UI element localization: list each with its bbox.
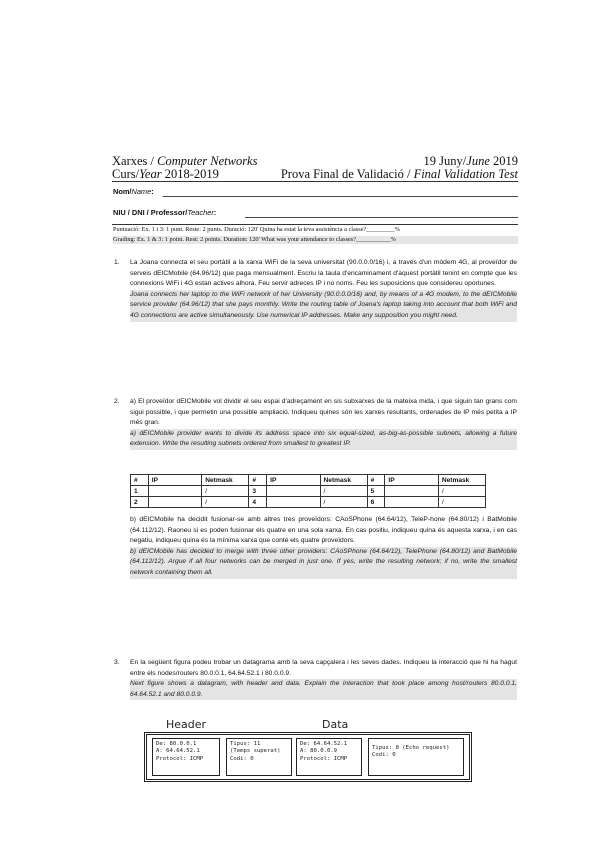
table-header: Netmask (202, 475, 249, 486)
question-2a-text-ca: a) El proveïdor dEICMobile vol dividir el seu espai d'adreçament en sis subxarxes de la mateixa mida, i que siguin tan grans com sigui possible, i que permetin una possible ampliació. Indiqueu quines són les xarxes resultants, ordenades de IP més petita a IP més gran. (130, 398, 517, 427)
data-label: Data (322, 718, 349, 731)
box-line: De: 80.0.0.1 (156, 741, 197, 747)
question-number: 3. (114, 659, 120, 666)
niu-label: NIU / DNI / Professor/Teacher: (113, 208, 217, 217)
title-rule (112, 181, 518, 182)
name-label: Nom/Name: (113, 187, 154, 196)
ip-input-cell[interactable] (267, 486, 320, 497)
box-line: Codi: 0 (372, 752, 396, 759)
table-cell: 4 (249, 497, 267, 508)
icmp-header-box (226, 738, 292, 776)
ip-input-cell[interactable] (267, 497, 320, 508)
question-3-text-ca: En la següent figura podeu trobar un datagrama amb la seva capçalera i les seves dades. Indiqueu la interacció que hi ha hagut entre els nodes/routers 80.0.0.1, 64.64.52.1 i 80.0.0.9. (130, 659, 517, 677)
ip-input-cell[interactable] (385, 486, 438, 497)
table-row (131, 497, 486, 508)
title-right (281, 155, 518, 181)
course-title: Xarxes / Computer Networks (112, 154, 258, 168)
question-2b-text-en: b) dEICMobile has decided to merge with three other providers: CAoSPhone (64.64/12), TelePhone (64.80/12) and BatMobile (64.112/12). Argue if all four networks can be merged in just one. If yes, write the resulting network; if no, write the smallest network containing them all. (130, 547, 517, 579)
subnet-table (130, 474, 486, 508)
table-header: IP (267, 475, 320, 486)
question-2 (114, 397, 517, 450)
netmask-input-cell[interactable]: / (438, 486, 485, 497)
question-number: 1. (114, 259, 120, 266)
box-line: (Temps superat) (230, 748, 281, 755)
ip-input-cell[interactable] (148, 486, 201, 497)
question-2a-text-en: a) dEICMobile provider wants to divide its address space into six equal-sized, as-big-as-possible subnets, allowing a future extension. Write the resulting subnets ordered from smallest to greatest IP. (130, 429, 517, 450)
scoring-ca: Puntuació: Ex. 1 i 3: 1 punt. Reste: 2 punts. Duració: 120' Quina ha estat la teva assistència a classe?_________% (113, 226, 400, 233)
table-cell: 1 (131, 486, 149, 497)
datagram-diagram (146, 718, 470, 782)
question-2b-text-ca: b) dEICMobile ha decidit fusionar-se amb altres tres proveïdors: CAoSPhone (64.64/12), TeleP-hone (64.80/12) i BatMobile (64.112/12). Raoneu si es poden fusionar els quatre en una sola xarxa. En cas positiu, indiqueu quina és aquesta xarxa, i en cas negatiu, indiqueu quina és la mínima xarxa que conté els quatre proveïdors. (130, 516, 517, 545)
question-2b (130, 515, 517, 579)
exam-date: 19 Juny/June 2019 (423, 154, 518, 168)
niu-field[interactable] (245, 217, 518, 218)
box-line: Tipus: 8 (Echo request) (372, 745, 450, 751)
question-number: 2. (114, 398, 120, 405)
box-line: A: 64.64.52.1 (156, 748, 200, 755)
ip-header-box (152, 738, 220, 776)
table-header: # (249, 475, 267, 486)
table-header-row (131, 475, 486, 486)
question-1-text-en: Joana connects her laptop to the WiFi network of her University (90.0.0.0/16) and, by means of a 4G modem, to the dEICMobile service provider (64.96/12) that she pays monthly. Write the routing table of Joana's laptop taking into account that both WiFi and 4G connections are active simultaneously. Use numerical IP addresses. Make any supposition you might need. (130, 290, 517, 322)
netmask-input-cell[interactable]: / (202, 486, 249, 497)
netmask-input-cell[interactable]: / (320, 497, 367, 508)
box-line: Tipus: 11 (230, 741, 261, 747)
table-cell: 6 (367, 497, 385, 508)
exam-title: Prova Final de Validació / Final Validation Test (280, 167, 518, 181)
ip-input-cell[interactable] (385, 497, 438, 508)
table-header: # (131, 475, 149, 486)
table-cell: 3 (249, 486, 267, 497)
question-3 (114, 658, 517, 700)
netmask-input-cell[interactable]: / (320, 486, 367, 497)
table-header: Netmask (320, 475, 367, 486)
table-header: IP (148, 475, 201, 486)
inner-icmp-box (368, 738, 464, 776)
inner-ip-header-box (296, 738, 362, 776)
question-1-text-ca: La Joana connecta el seu portàtil a la xarxa WiFi de la seva universitat (90.0.0.0/16) i, a través d'un mòdem 4G, al proveïdor de serveis dEICMobile (64.96/12) que paga mensualment. Escriu la taula d'encaminament d'aquest portàtil tenint en compte que les connexions WiFi i 4G estan actives alhora. Feu servir adreces IP i no noms. Feu les suposicions que considereu oportunes. (130, 259, 517, 288)
box-line: De: 64.64.52.1 (300, 741, 348, 747)
question-3-text-en: Next figure shows a datagram, with header and data. Explain the interaction that took place among host/routers 80.0.0.1, 64.64.52.1 and 80.0.0.9. (130, 679, 517, 700)
course-year: Curs/Year 2018-2019 (112, 167, 219, 181)
name-field[interactable] (163, 196, 518, 197)
table-header: # (367, 475, 385, 486)
table-header: IP (385, 475, 438, 486)
table-cell: 5 (367, 486, 385, 497)
ip-input-cell[interactable] (148, 497, 201, 508)
table-header: Netmask (438, 475, 485, 486)
table-cell: 2 (131, 497, 149, 508)
scoring-en: Grading: Ex. 1 & 3: 1 point. Rest: 2 points. Duration: 120' What was your attendance to classes?___________% (113, 236, 518, 244)
header-label: Header (166, 718, 207, 731)
box-line: A: 80.0.0.9 (300, 748, 338, 755)
netmask-input-cell[interactable]: / (438, 497, 485, 508)
box-line: Codi: 0 (230, 755, 254, 762)
box-line: Protocol: ICMP (300, 755, 348, 762)
question-1 (114, 258, 517, 322)
netmask-input-cell[interactable]: / (202, 497, 249, 508)
box-line: Protocol: ICMP (156, 755, 204, 762)
table-row (131, 486, 486, 497)
fields-rule (112, 224, 518, 225)
title-left (112, 155, 257, 181)
